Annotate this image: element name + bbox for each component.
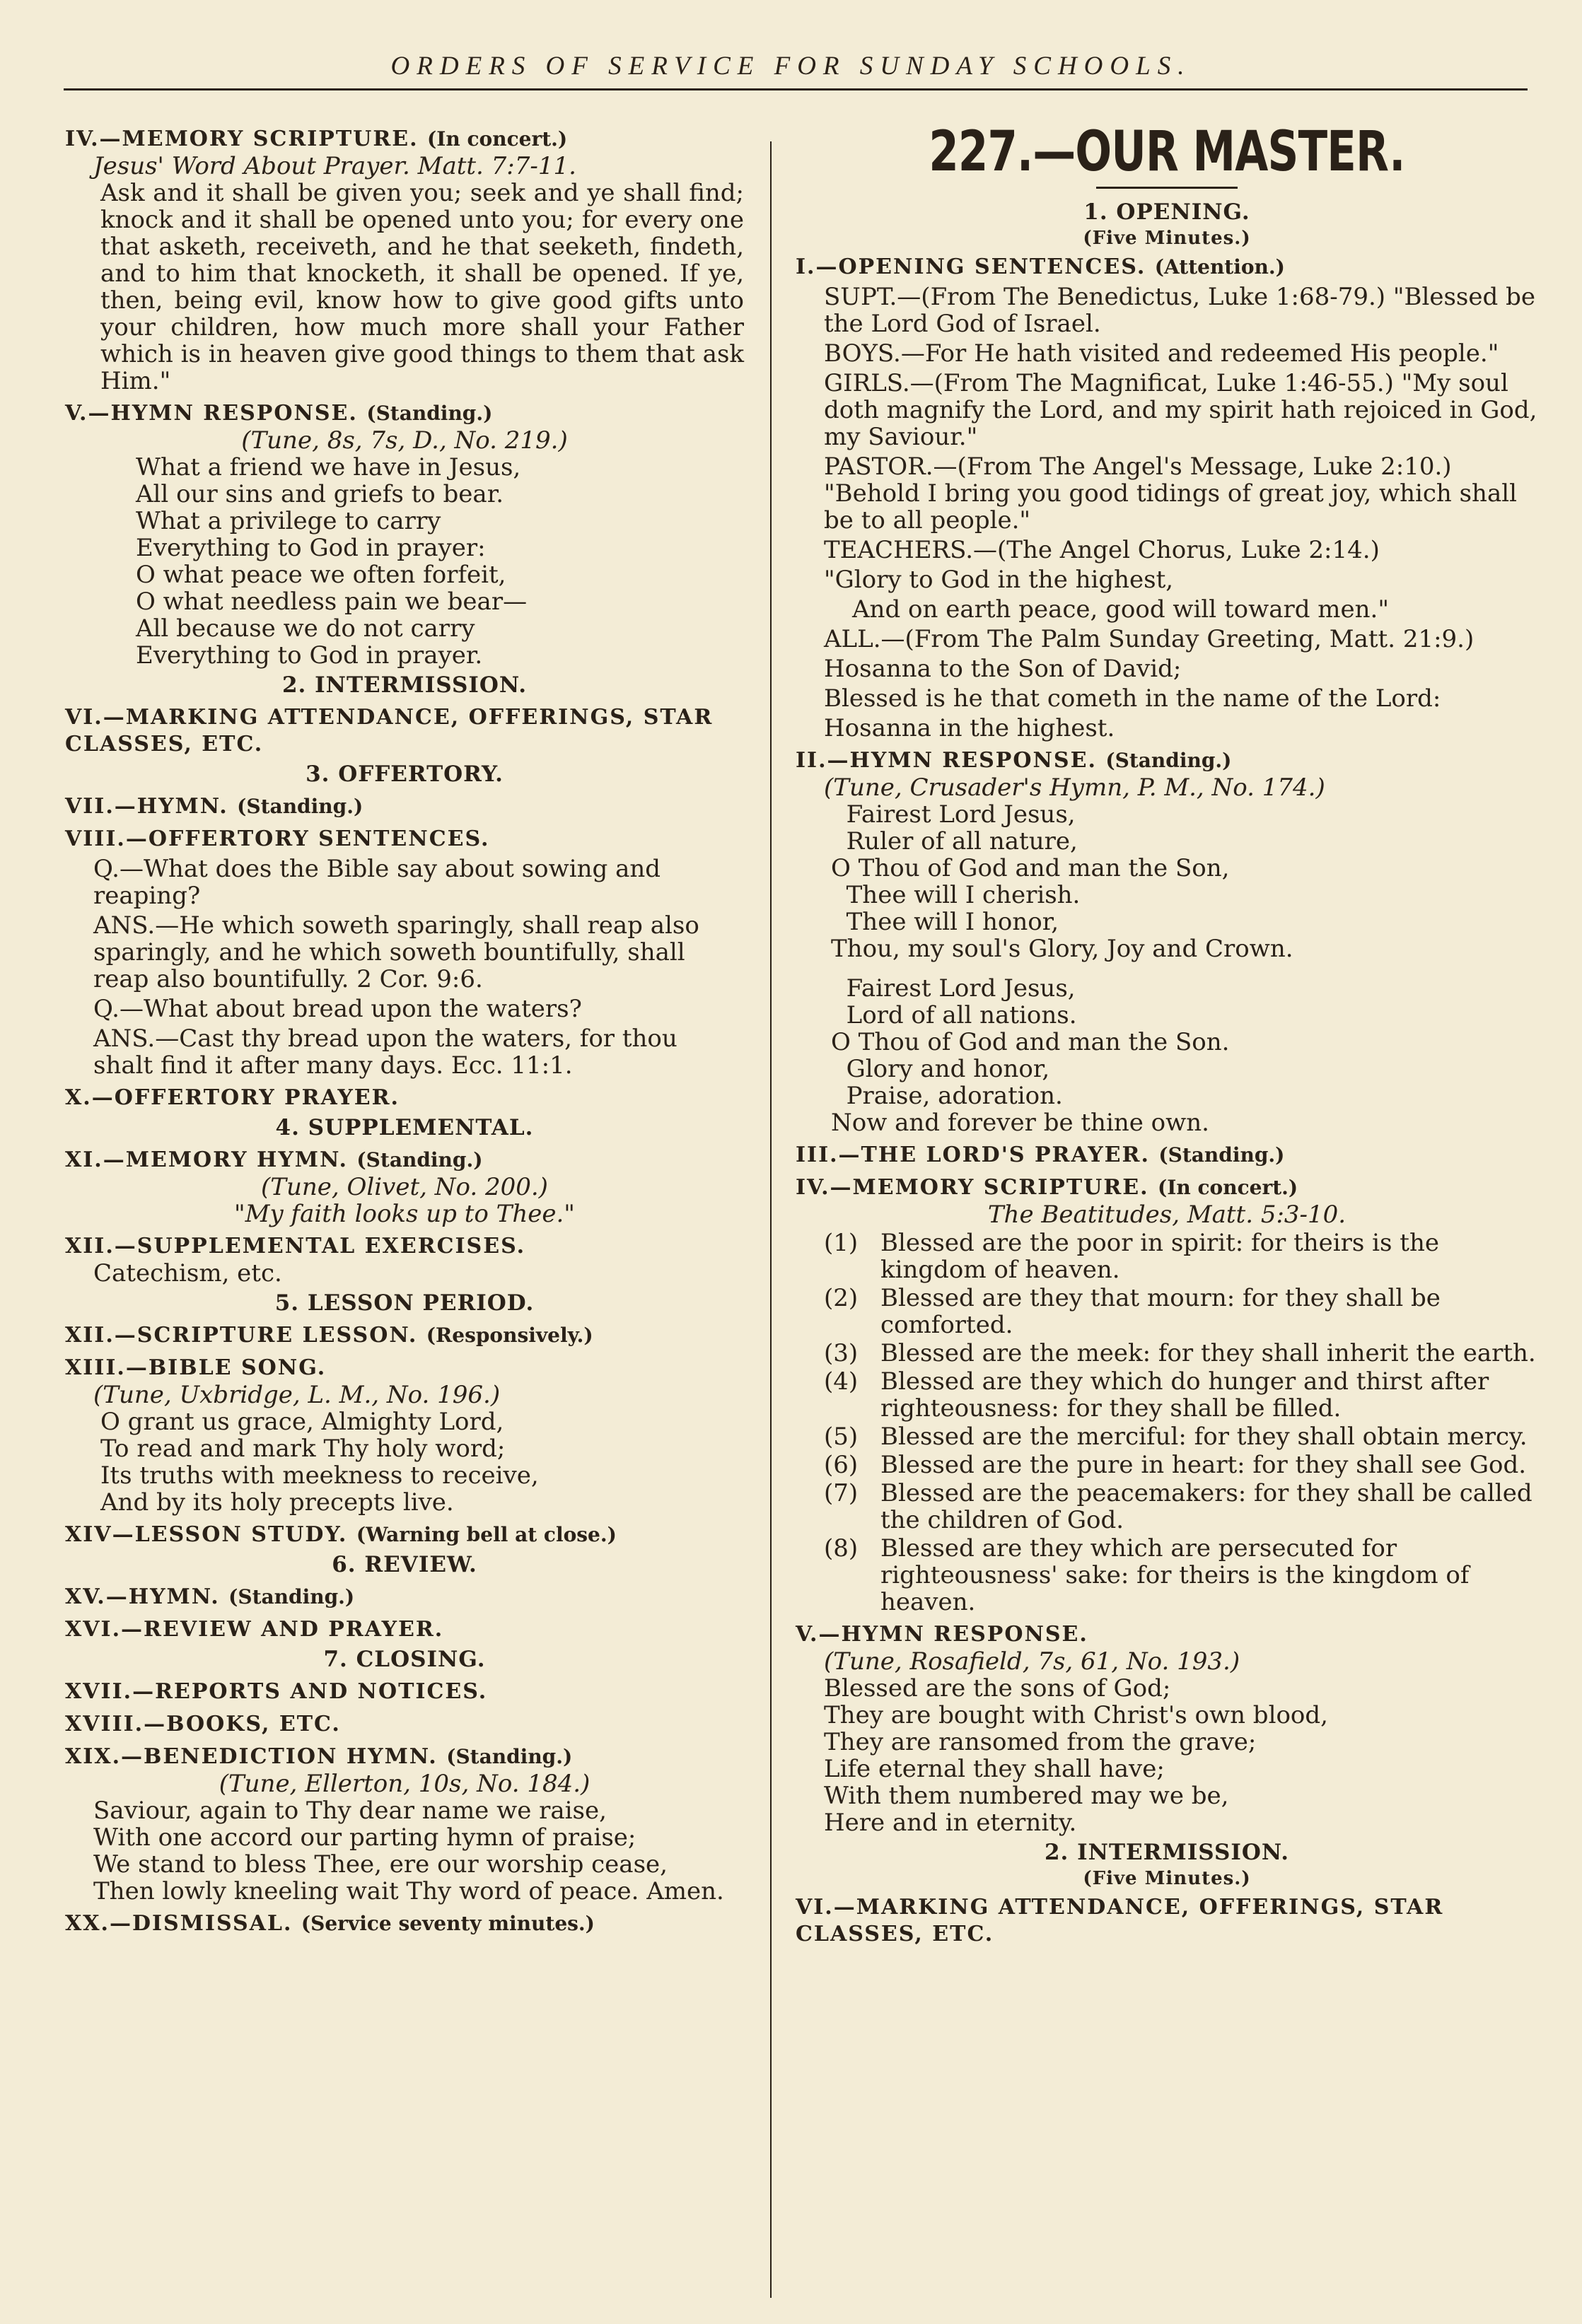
service-title: 227.—OUR MASTER. [929, 120, 1405, 184]
part-heading: 3. OFFERTORY. [306, 761, 504, 787]
hymn-line: Saviour, again to Thy dear name we raise, [93, 1797, 607, 1825]
section-heading: V.—HYMN RESPONSE. (Standing.) [65, 401, 493, 426]
scripture-reference: Jesus' Word About Prayer. Matt. 7:7-11. [93, 152, 576, 180]
left-column [65, 120, 744, 1937]
hymn-verse: O grant us grace, Almighty Lord, To read and mark Thy holy word; Its truths with meekness to receive, And by its holy precepts live. [100, 1408, 539, 1517]
section-heading: XII.—SCRIPTURE LESSON. (Responsively.) [65, 1323, 593, 1348]
hymn-tune: (Tune, Olivet, No. 200.) [261, 1173, 548, 1201]
part-heading: 2. INTERMISSION. [281, 672, 527, 698]
section-heading: IV.—MEMORY SCRIPTURE. (In concert.) [796, 1175, 1298, 1200]
beatitude-item: (4) Blessed are they which do hunger and thirst after righteousness: for they shall be filled. [824, 1367, 1489, 1423]
section-heading: VI.—MARKING ATTENDANCE, OFFERINGS, STAR CLASSES, ETC. [796, 1895, 1444, 1946]
responsive-line-boys: BOYS.—For He hath visited and redeemed His people." [824, 339, 1499, 368]
part-heading: 1. OPENING. [1083, 199, 1250, 225]
beatitude-item: (3) Blessed are the meek: for they shall inherit the earth. [824, 1339, 1536, 1367]
hymn-verse: Fairest Lord Jesus, Ruler of all nature, O Thou of God and man the Son, Thee will I cherish. Thee will I honor, Thou, my soul's Glory, Joy and Crown. [831, 800, 1293, 963]
section-heading: XV.—HYMN. (Standing.) [65, 1584, 355, 1609]
answer: ANS.—Cast thy bread upon the waters, for thou shalt find it after many days. Ecc. 11:1. [93, 1024, 677, 1080]
scripture-reference: The Beatitudes, Matt. 5:3-10. [987, 1201, 1347, 1229]
part-heading: 4. SUPPLEMENTAL. [275, 1115, 534, 1140]
hymn-verse: Blessed are the sons of God; They are bought with Christ's own blood, They are ransomed from the grave; Life eternal they shall have; With them numbered may we be, Here and in eternity. [824, 1674, 1328, 1837]
responsive-line-teachers: TEACHERS.—(The Angel Chorus, Luke 2:14.) [824, 536, 1380, 564]
question: Q.—What does the Bible say about sowing and reaping? [93, 855, 661, 910]
responsive-line-all: ALL.—(From The Palm Sunday Greeting, Matt. 21:9.) [824, 625, 1475, 653]
section-heading: V.—HYMN RESPONSE. [796, 1622, 1088, 1647]
beatitude-item: (8) Blessed are they which are persecuted for righteousness' sake: for theirs is the kingdom of heaven. [824, 1534, 1470, 1616]
angel-chorus-line: And on earth peace, good will toward men." [852, 595, 1389, 624]
responsive-line-girls: GIRLS.—(From The Magnificat, Luke 1:46-55.) "My soul doth magnify the Lord, and my spirit hath rejoiced in God, my Saviour." [824, 369, 1537, 451]
part-heading: 7. CLOSING. [323, 1647, 486, 1672]
beatitude-item: (2) Blessed are they that mourn: for they shall be comforted. [824, 1284, 1441, 1339]
hosanna-line: Hosanna in the highest. [824, 714, 1115, 742]
beatitude-item: (5) Blessed are the merciful: for they shall obtain mercy. [824, 1423, 1528, 1451]
beatitude-item: (6) Blessed are the pure in heart: for they shall see God. [824, 1451, 1527, 1479]
section-heading: II.—HYMN RESPONSE. (Standing.) [796, 748, 1232, 773]
hymn-line: We stand to bless Thee, ere our worship cease, [93, 1850, 668, 1879]
section-heading: XX.—DISMISSAL. (Service seventy minutes.) [65, 1911, 595, 1936]
section-heading: X.—OFFERTORY PRAYER. [65, 1085, 400, 1110]
responsive-line-pastor: PASTOR.—(From The Angel's Message, Luke 2:10.) "Behold I bring you good tidings of great joy, which shall be to all people." [824, 452, 1517, 535]
hymn-first-line: "My faith looks up to Thee." [234, 1200, 575, 1228]
question: Q.—What about bread upon the waters? [93, 995, 582, 1023]
part-heading: 5. LESSON PERIOD. [274, 1290, 535, 1316]
section-heading: XVI.—REVIEW AND PRAYER. [65, 1617, 444, 1642]
section-heading: XVIII.—BOOKS, ETC. [65, 1712, 341, 1736]
section-heading: XIV—LESSON STUDY. (Warning bell at close.) [65, 1522, 617, 1547]
hymn-tune: (Tune, Rosafield, 7s, 61, No. 193.) [824, 1647, 1240, 1676]
hymn-tune: (Tune, Ellerton, 10s, No. 184.) [219, 1770, 591, 1798]
part-heading: 6. REVIEW. [332, 1552, 477, 1577]
part-heading: 2. INTERMISSION. [1044, 1840, 1289, 1865]
section-heading: XI.—MEMORY HYMN. (Standing.) [65, 1148, 483, 1172]
angel-chorus-line: "Glory to God in the highest, [824, 566, 1174, 594]
hymn-line: With one accord our parting hymn of praise; [93, 1823, 636, 1852]
answer: ANS.—He which soweth sparingly, shall reap also sparingly, and he which soweth bountifully, shall reap also bountifully. 2 Cor. 9:6. [93, 911, 699, 993]
hosanna-line: Blessed is he that cometh in the name of the Lord: [824, 684, 1441, 713]
hymn-tune: (Tune, 8s, 7s, D., No. 219.) [241, 426, 568, 455]
part-note: (Five Minutes.) [1083, 228, 1251, 249]
right-column [796, 120, 1538, 1948]
hymn-verse: Fairest Lord Jesus, Lord of all nations. O Thou of God and man the Son. Glory and honor, Praise, adoration. Now and forever be thine own. [831, 974, 1230, 1137]
section-heading: VIII.—OFFERTORY SENTENCES. [65, 827, 490, 851]
section-heading: XII.—SUPPLEMENTAL EXERCISES. [65, 1234, 526, 1259]
hymn-line: Then lowly kneeling wait Thy word of peace. Amen. [93, 1877, 724, 1905]
section-heading: III.—THE LORD'S PRAYER. (Standing.) [796, 1143, 1285, 1167]
column-divider [770, 141, 772, 2298]
hymn-tune: (Tune, Crusader's Hymn, P. M., No. 174.) [824, 773, 1325, 802]
beatitude-item: (1) Blessed are the poor in spirit: for theirs is the kingdom of heaven. [824, 1229, 1439, 1284]
section-heading: IV.—MEMORY SCRIPTURE. (In concert.) [65, 127, 568, 151]
section-heading: XVII.—REPORTS AND NOTICES. [65, 1679, 488, 1704]
responsive-line-supt: SUPT.—(From The Benedictus, Luke 1:68-79.) "Blessed be the Lord God of Israel. [824, 283, 1535, 338]
memory-scripture-text: Ask and it shall be given you; seek and ye shall find; knock and it shall be opened unto you; for every one that asketh, receiveth, and he that seeketh, findeth, and to him that knocketh, it shall be opened. If ye, then, being evil, know how to give good gifts unto your children, how much more shall your Father which is in heaven give good things to them that ask Him." [100, 179, 744, 395]
section-heading: VII.—HYMN. (Standing.) [65, 794, 363, 819]
beatitude-item: (7) Blessed are the peacemakers: for they shall be called the children of God. [824, 1479, 1532, 1534]
hymn-verse: What a friend we have in Jesus, All our sins and griefs to bear. What a privilege to carry Everything to God in prayer: O what peace we often forfeit, O what needless pain we bear— All because we do not carry Everything to God in prayer. [136, 453, 528, 670]
title-rule [1096, 187, 1238, 189]
part-note: (Five Minutes.) [1083, 1868, 1251, 1889]
section-heading: XIII.—BIBLE SONG. [65, 1355, 327, 1380]
section-heading: VI.—MARKING ATTENDANCE, OFFERINGS, STAR CLASSES, ETC. [65, 705, 714, 757]
running-head: ORDERS OF SERVICE FOR SUNDAY SCHOOLS. [390, 52, 1192, 81]
exercise-text: Catechism, etc. [93, 1259, 282, 1287]
section-heading: I.—OPENING SENTENCES. (Attention.) [796, 255, 1285, 279]
hymn-tune: (Tune, Uxbridge, L. M., No. 196.) [93, 1381, 501, 1409]
header-rule [64, 88, 1528, 90]
section-heading: XIX.—BENEDICTION HYMN. (Standing.) [65, 1744, 573, 1769]
hosanna-line: Hosanna to the Son of David; [824, 655, 1182, 683]
